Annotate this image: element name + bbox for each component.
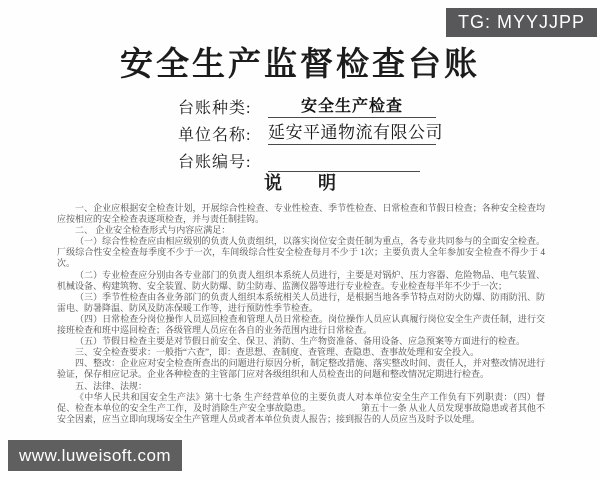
form-row-ledger-type	[178, 92, 458, 118]
unit-name-value: 延安平通物流有限公司	[268, 118, 436, 145]
notes-heading: 说 明	[264, 173, 336, 193]
note-paragraph: 二、 企业安全检查形式与内容应满足：	[75, 225, 231, 236]
page-title: 安全生产监督检查台账	[120, 45, 480, 82]
note-paragraph: （五）节假日检查主要是对节假日前安全、保卫、消防、生产物资准备、备用设备、应急预案等方面进行的检查。	[75, 336, 526, 347]
note-paragraph: （四）日常检查分岗位操作人员巡回检查和管理人员日常检查。岗位操作人员应认真履行岗位安全生产责任制，进行交接班检查和班中巡回检查；各级管理人员应在各自的业务范围内进行日常检查。	[57, 313, 545, 336]
note-paragraph: （一）综合性检查应由相应级别的负责人负责组织，以落实岗位安全责任制为重点，各专业共同参与的全面安全检查。厂级综合性安全检查每季度不少于一次，车间级综合性安全检查每月不少于 1次；主要负责人全年参加安全检查不得少于 4次。	[57, 236, 545, 269]
ledger-form	[178, 92, 458, 173]
ledger-type-label: 台账种类:	[178, 100, 252, 117]
note-paragraph: （二）专业检查应分别由各专业部门的负责人组织本系统人员进行，主要是对锅炉、压力容器、危险物品、电气装置、机械设备、构建筑物、安全装置、防火防爆、防尘防毒、监测仪器等进行专业检查。专业检查每半年不少于一次；	[57, 269, 545, 291]
tg-watermark-badge: TG: MYYJJPP	[446, 8, 597, 37]
note-paragraph: 《中华人民共和国安全生产法》第十七条 生产经营单位的主要负责人对本单位安全生产工作负有下列职责：（四）督促、检查本单位的安全生产工作，及时消除生产安全事故隐患。 第五十一条 从业人员发现事故隐患或者其他不安全因素，应当立即向现场安全生产管理人员或者本单位负责人报告；接到报告的人员应当及时予以处理。	[57, 391, 545, 424]
unit-name-label: 单位名称:	[178, 127, 252, 144]
note-paragraph: 三、安全检查要求：一般指“六查”，即：查思想、查制度、查管理、查隐患、查事故处理和安全投入。	[75, 347, 479, 358]
note-paragraph: 四、整改：企业应对安全检查所查出的问题进行原因分析，制定整改措施、落实整改时间、责任人，并对整改情况进行验证，保存相应记录。企业各种检查的主管部门应对各级组织和人员检查出的问题和整改情况定期进行检查。	[57, 358, 545, 380]
notes-body	[57, 203, 545, 425]
form-row-unit-name	[178, 119, 458, 145]
note-paragraph: 五、法律、法规：	[75, 380, 148, 391]
ledger-number-label: 台账编号:	[178, 154, 252, 171]
ledger-type-value: 安全生产检查	[268, 93, 436, 118]
note-paragraph: （三）季节性检查由各业务部门的负责人组织本系统相关人员进行，是根据当地各季节特点对防火防爆、防雨防汛、防雷电、防暑降温、防风及防冻保暖工作等，进行预防性季节检查。	[57, 291, 545, 313]
note-paragraph: 一、企业应根据安全检查计划，开展综合性检查、专业性检查、季节性检查、日常检查和节假日检查；各种安全检查均应按相应的安全检查表逐项检查，并与责任制挂钩。	[57, 203, 545, 225]
site-watermark: www.luweisoft.com	[8, 440, 182, 471]
